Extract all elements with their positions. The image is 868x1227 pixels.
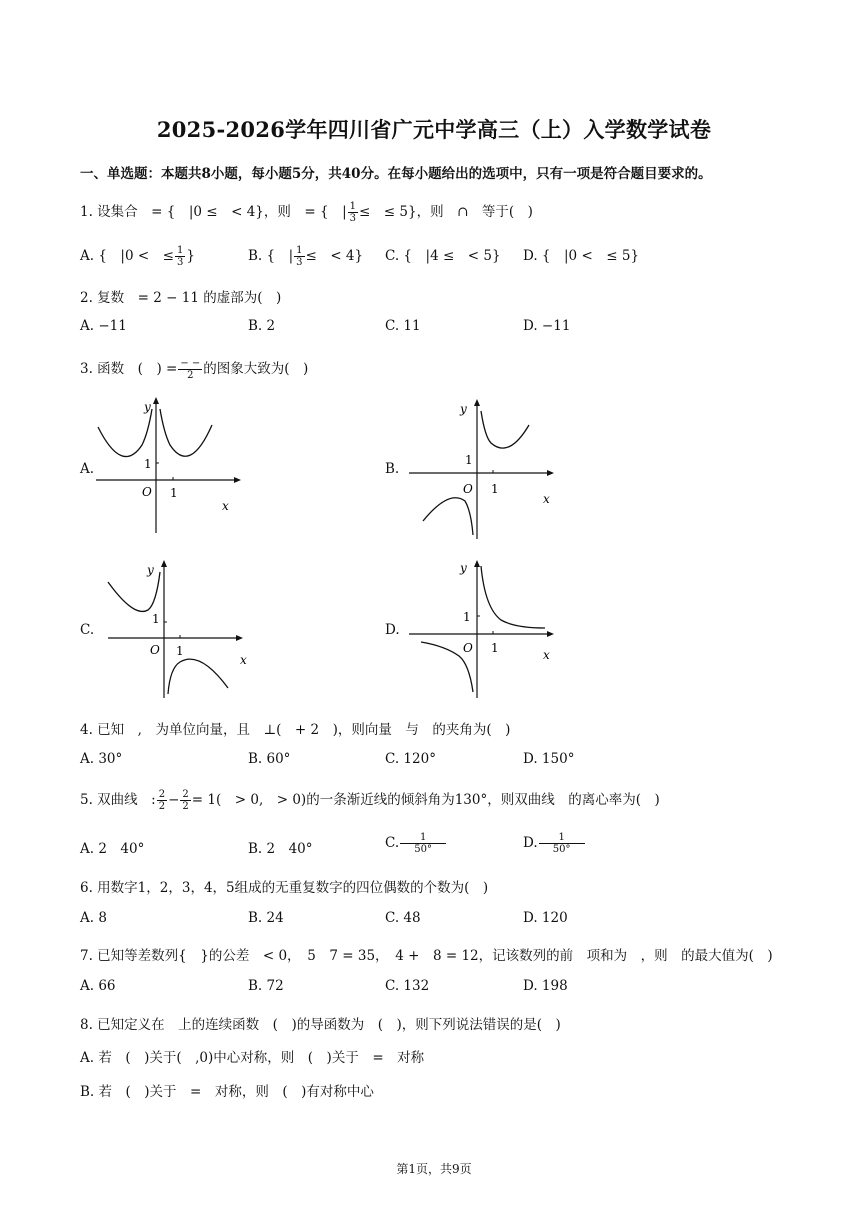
q5-option-c[interactable]: C. $\frac{1}{50^\circ}$	[385, 832, 447, 855]
q3-option-c-label[interactable]: C.	[80, 622, 95, 638]
q2-option-d[interactable]: D. −11	[523, 318, 571, 334]
q3-graph-d[interactable]	[405, 558, 555, 703]
svg-text:O: O	[150, 643, 160, 657]
svg-text:y: y	[147, 563, 154, 577]
svg-text:x: x	[543, 492, 550, 506]
page-footer: 第1页，共9页	[396, 1162, 472, 1176]
svg-text:x: x	[543, 648, 550, 662]
question-5: 5. 双曲线 : $\frac{2}{2}$ − $\frac{2}{2}$ = 1( > 0, > 0)的一条渐近线的倾斜角为130°，则双曲线 的离心率为( )	[80, 789, 660, 812]
q4-option-c[interactable]: C. 120°	[385, 751, 436, 767]
fraction: $\frac{- -}{2}$	[180, 358, 201, 381]
svg-text:O: O	[463, 641, 473, 655]
question-8: 8. 已知定义在 上的连续函数 ( )的导函数为 ( )，则下列说法错误的是( )	[80, 1017, 561, 1033]
q2-option-a[interactable]: A. −11	[80, 318, 127, 334]
origin-label: O	[142, 485, 152, 499]
q2-option-b[interactable]: B. 2	[248, 318, 276, 334]
q3-option-d-label[interactable]: D.	[385, 622, 400, 638]
svg-text:y: y	[460, 402, 467, 416]
question-2: 2. 复数 = 2 − 11 的虚部为( )	[80, 290, 282, 306]
svg-text:1: 1	[465, 453, 473, 467]
q4-option-a[interactable]: A. 30°	[80, 751, 123, 767]
q3-graph-c[interactable]	[104, 558, 249, 703]
q3-graph-a[interactable]	[92, 395, 242, 535]
q7-option-c[interactable]: C. 132	[385, 978, 430, 994]
y-axis-label: y	[144, 400, 151, 414]
svg-text:x: x	[240, 653, 247, 667]
q5-option-a[interactable]: A. 2 40°	[80, 841, 145, 857]
q1-option-d[interactable]: D. { |0 < ≤ 5}	[523, 248, 640, 264]
tick-1-x: 1	[170, 486, 178, 500]
q7-option-a[interactable]: A. 66	[80, 978, 116, 994]
svg-text:1: 1	[491, 482, 499, 496]
question-4: 4. 已知 , 为单位向量，且 ⊥( + 2 )，则向量 与 的夹角为( )	[80, 722, 511, 738]
question-3: 3. 函数 ( ) = $\frac{- -}{2}$ 的图象大致为( )	[80, 358, 309, 381]
q6-option-b[interactable]: B. 24	[248, 910, 284, 926]
q8-option-a[interactable]: A. 若 ( )关于( ,0)中心对称，则 ( )关于 = 对称	[80, 1050, 425, 1066]
section-heading: 一、单选题：本题共8小题，每小题5分，共40分。在每小题给出的选项中，只有一项是符合题目要求的。	[80, 166, 712, 182]
q2-option-c[interactable]: C. 11	[385, 318, 421, 334]
x-axis-label: x	[222, 499, 229, 513]
svg-text:1: 1	[463, 610, 471, 624]
q3-option-a-label[interactable]: A.	[80, 461, 95, 477]
svg-text:1: 1	[152, 612, 160, 626]
q7-option-b[interactable]: B. 72	[248, 978, 284, 994]
svg-text:1: 1	[491, 641, 499, 655]
question-1	[80, 200, 533, 224]
q6-option-c[interactable]: C. 48	[385, 910, 421, 926]
q4-option-d[interactable]: D. 150°	[523, 751, 575, 767]
q3-option-b-label[interactable]: B.	[385, 461, 400, 477]
question-6: 6. 用数字1，2，3，4，5组成的无重复数字的四位偶数的个数为( )	[80, 880, 489, 896]
q7-option-d[interactable]: D. 198	[523, 978, 568, 994]
q5-option-b[interactable]: B. 2 40°	[248, 841, 313, 857]
svg-text:1: 1	[176, 644, 184, 658]
q5-option-d[interactable]: D. $\frac{1}{50^\circ}$	[523, 832, 586, 855]
question-1-stem-tail: ≤ ≤ 5}，则 ∩ 等于( )	[359, 204, 533, 220]
svg-text:y: y	[460, 561, 467, 575]
q8-option-b[interactable]: B. 若 ( )关于 = 对称，则 ( )有对称中心	[80, 1084, 374, 1100]
svg-text:O: O	[463, 482, 473, 496]
q4-option-b[interactable]: B. 60°	[248, 751, 291, 767]
page-title: 2025-2026学年四川省广元中学高三（上）入学数学试卷	[156, 117, 712, 142]
q1-option-c[interactable]: C. { |4 ≤ < 5}	[385, 248, 501, 264]
q1-option-a[interactable]: A. { |0 < ≤ $\frac{1}{3}$ }	[80, 245, 195, 268]
q3-graph-b[interactable]	[405, 397, 555, 542]
q6-option-d[interactable]: D. 120	[523, 910, 568, 926]
fraction: $\frac{1}{3}$	[349, 201, 356, 224]
q6-option-a[interactable]: A. 8	[80, 910, 107, 926]
question-7: 7. 已知等差数列{ }的公差 < 0， 5 7 = 35， 4 + 8 = 12，记该数列的前 项和为 ，则 的最大值为( )	[80, 948, 773, 964]
question-1-stem: 1. 设集合 = { |0 ≤ < 4}，则 = { |	[80, 204, 347, 220]
tick-1-y: 1	[144, 457, 152, 471]
q1-option-b[interactable]: B. { | $\frac{1}{3}$ ≤ < 4}	[248, 245, 364, 268]
